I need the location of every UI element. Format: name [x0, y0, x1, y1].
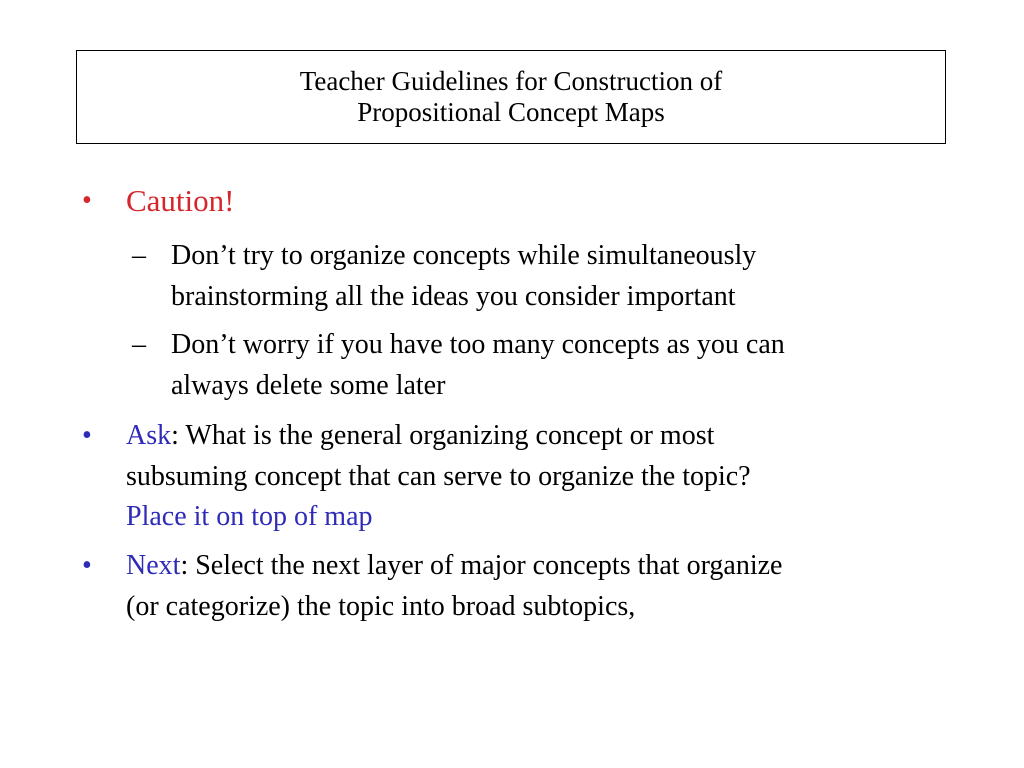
subitem-text	[171, 236, 961, 317]
bullet-next-marker: •	[82, 550, 92, 581]
subitem-dash: –	[132, 329, 146, 360]
bullet-next-line-2: (or categorize) the topic into broad subtopics,	[126, 590, 636, 622]
bullet-ask-line-2: subsuming concept that can serve to organize the topic?	[126, 460, 751, 492]
bullet-ask-line-1: : What is the general organizing concept or most	[171, 420, 715, 451]
subitem-text	[171, 325, 961, 406]
bullet-ask-text	[126, 416, 956, 538]
bullet-ask-label: Ask	[126, 420, 172, 451]
subitem-dash: –	[132, 240, 146, 271]
slide-title-line-1: Teacher Guidelines for Construction of	[299, 66, 723, 96]
subitem-line-2: always delete some later	[171, 369, 446, 401]
subitem-line-2: brainstorming all the ideas you consider important	[171, 280, 736, 312]
bullet-caution-label: Caution!	[126, 183, 235, 218]
bullet-ask-marker: •	[82, 420, 92, 451]
bullet-next-text	[126, 546, 956, 627]
bullet-next-line-1: : Select the next layer of major concepts that organize	[180, 550, 783, 581]
bullet-caution-marker: •	[82, 185, 92, 216]
subitem-line-1: Don’t try to organize concepts while simultaneously	[171, 240, 757, 271]
subitem-line-1: Don’t worry if you have too many concepts as you can	[171, 329, 785, 360]
slide-title-line-2: Propositional Concept Maps	[357, 97, 665, 127]
bullet-next-label: Next	[126, 550, 181, 581]
bullet-ask-line-3: Place it on top of map	[126, 501, 373, 532]
